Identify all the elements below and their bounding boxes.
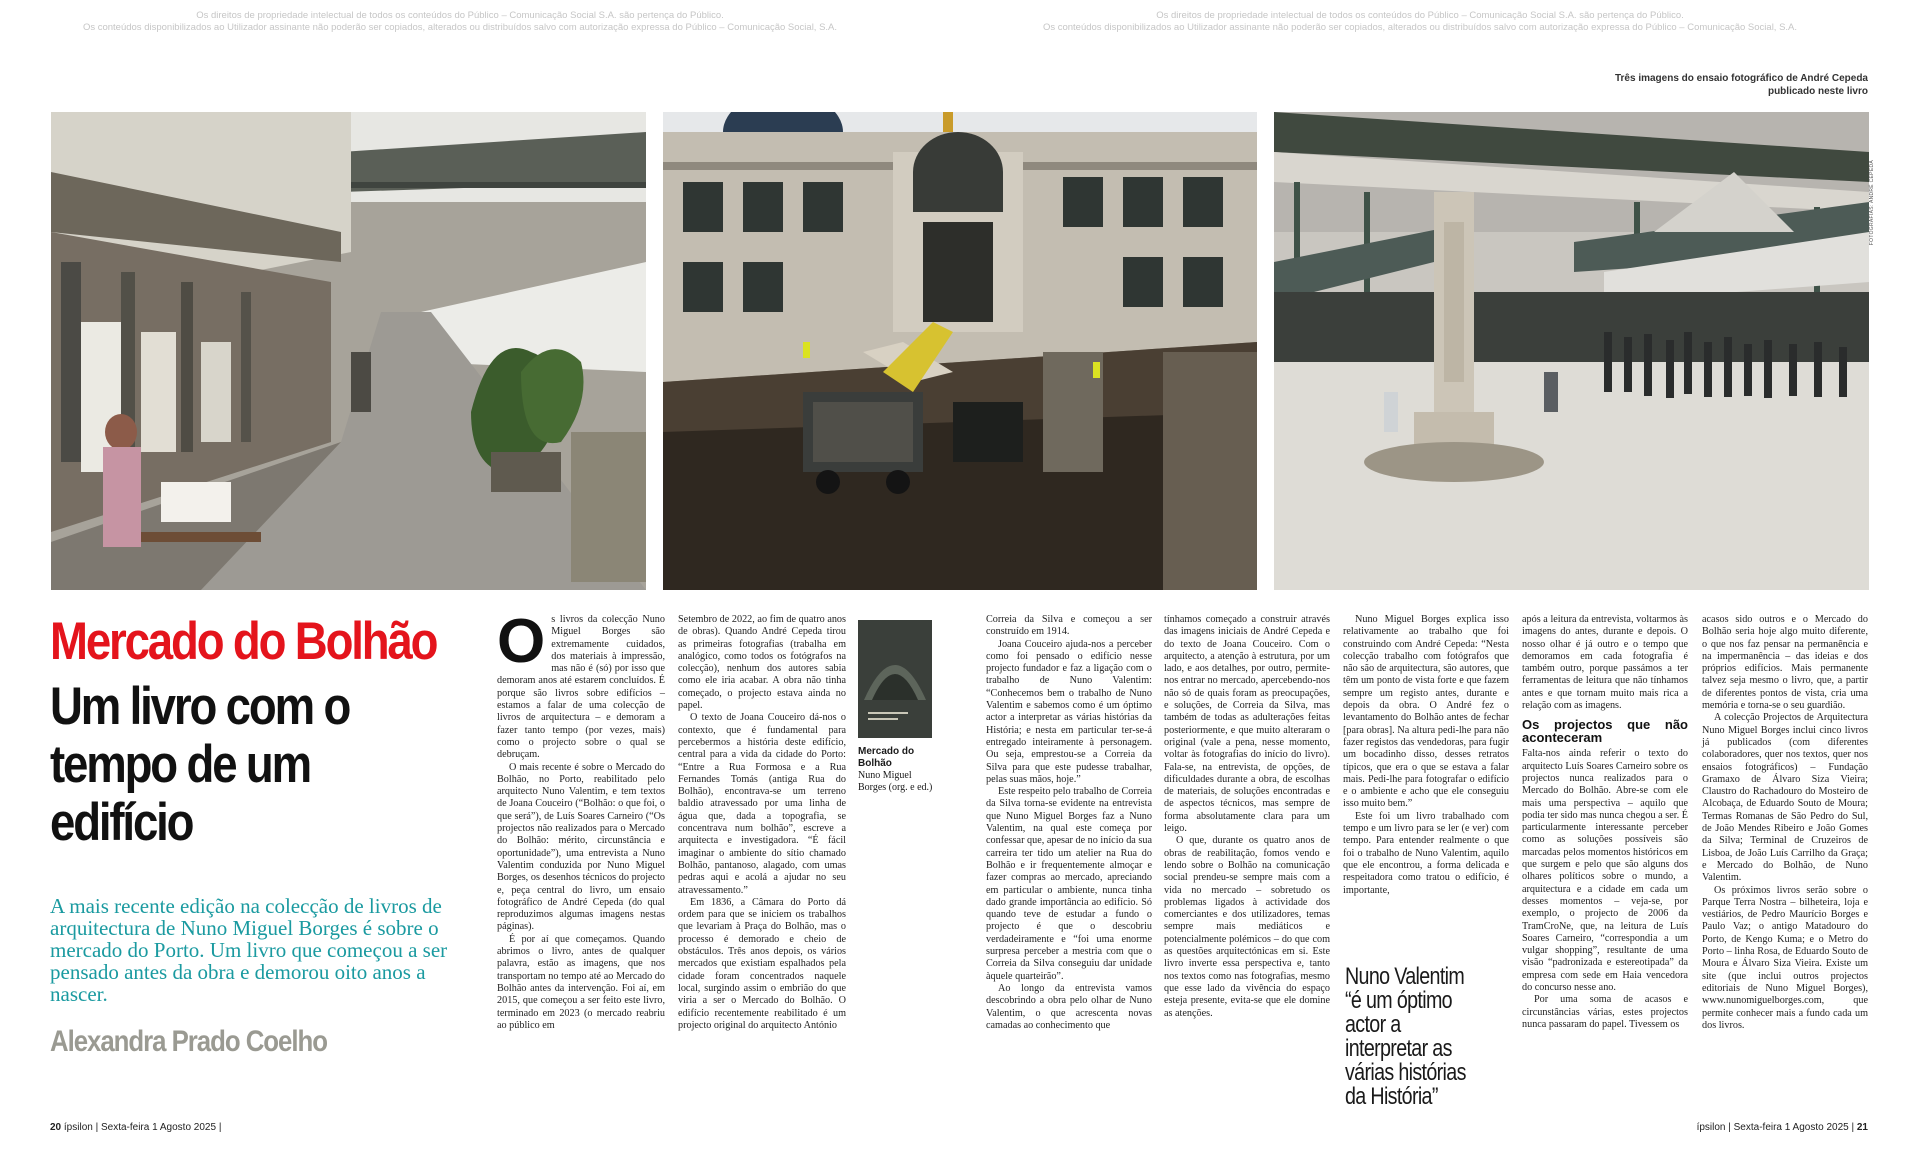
paragraph: Este foi um livro trabalhado com tempo e um livro para se ler (e ver) com tempo. Para entender realmente o que foi o trabalho de Nuno Valentim, aquilo que ele encontrou, a forma delicada e respeitadora como tratou o edifício, é importante, (1343, 810, 1509, 896)
paragraph: tínhamos começado a construir através das imagens iniciais de André Cepeda e do texto de Joana Couceiro. Com o arquitecto, a atenção à estrutura, por um lado, e aos detalhes, por outro, permite-nos entrar no mercado, apercebendo-nos não só de quais foram as preocupações, e soluções, de Correia da Silva, mas também de todas as adulterações feitas posteriormente, e que muito alteraram o original (vale a pena, nesse momento, voltar às fotografias do início do livro). Fala-se, na entrevista, de opções, de dificuldades durante a obra, de escolhas de materiais, de soluções encontradas e de aspectos técnicos, mas sempre de forma absolutamente clara para um leigo. (1164, 614, 1330, 835)
photo-renovated-market (1274, 112, 1869, 590)
paragraph: após a leitura da entrevista, voltarmos às imagens do antes, durante e depois. O nosso olhar é já outro e o tempo que demoramos em cada fotografia é também outro, porque passámos a ter ferramentas de leitura que não tínhamos antes e que tornam muito mais rica a relação com as imagens. (1522, 614, 1688, 712)
copyright-line-2: Os conteúdos disponibilizados ao Utilizador assinante não poderão ser copiados, alterados ou distribuídos salvo com autorização expressa do Público – Comunicação Social, S.A. (1042, 22, 1798, 33)
book-title: Mercado do Bolhão (858, 746, 915, 769)
paragraph: Os próximos livros serão sobre o Parque Terra Nostra – bilheteira, loja e vestiários, de Pedro Maurício Borges e Paulo Vaz; o antigo Matadouro do Porto, de Kengo Kuma; e o Metro do Porto – linha Rosa, de Eduardo Souto de Moura e Álvaro Siza Vieira. Existe um site (que inclui outros projectos editoriais de Nuno Miguel Borges), www.nunomiguelborges.com, que permite conhecer mais a fundo cada um dos livros. (1702, 884, 1868, 1031)
photo-caption-line-1: Três imagens do ensaio fotográfico de André Cepeda (1614, 73, 1868, 84)
photo-construction-site (663, 112, 1257, 590)
copyright-line-1: Os direitos de propriedade intelectual de todos os conteúdos do Público – Comunicação Social S.A. são pertença do Público. (196, 10, 724, 21)
copyright-line-1: Os direitos de propriedade intelectual de todos os conteúdos do Público – Comunicação Social S.A. são pertença do Público. (1156, 10, 1684, 21)
headline-topic: Mercado do Bolhão (50, 612, 437, 671)
photo-credit: FOTOGRAFIAS: ANDRÉ CEPEDA (1869, 160, 1875, 246)
paragraph: Correia da Silva e começou a ser construído em 1914. (986, 614, 1152, 638)
page-number-right: 21 (1856, 1122, 1868, 1133)
paragraph: Ao longo da entrevista vamos descobrindo a obra pelo olhar de Nuno Valentim, o que acrescenta novas camadas ao conhecimento que (986, 982, 1152, 1031)
section-subhead: Os projectos que não aconteceram (1522, 717, 1688, 746)
photo-caption-line-2: publicado neste livro (1767, 86, 1868, 97)
paragraph: O texto de Joana Couceiro dá-nos o contexto, que é fundamental para percebermos a história deste edifício, central para a vida da cidade do Porto: “Entre a Rua Formosa e a Rua Fernandes Tomás (antiga Rua do Bolhão), encontrava-se um terreno baldio atravessado por uma linha de água que, dada a topografia, se concentrava num bolhão”, escreve a arquitecta e investigadora. “É fácil imaginar o ambiente do sítio chamado Bolhão, pantanoso, alagado, com umas pedras aqui e acolá a ajudar no seu atravessamento.” (678, 712, 846, 896)
footer-right (1697, 1122, 1868, 1133)
copyright-notice-left (60, 10, 860, 34)
book-credit: Nuno Miguel Borges (org. e ed.) (858, 770, 933, 793)
article-column-6 (1522, 614, 1688, 1031)
article-column-4 (1164, 614, 1330, 1020)
headline-title: Um livro com o tempo de um edifício (50, 677, 350, 852)
article-column-1 (497, 607, 665, 1032)
paragraph: acasos sido outros e o Mercado do Bolhão seria hoje algo muito diferente, o que nos faz pensar na permanência e na impermanência – das ideias e dos próprios edifícios. Mais permanente talvez seja mesmo o livro, que, a partir de diferentes pontos de vista, cria uma memória e torna-se o seu guardião. (1702, 614, 1868, 712)
article-column-5 (1343, 614, 1509, 897)
paragraph: Este respeito pelo trabalho de Correia da Silva torna-se evidente na entrevista que Nuno Miguel Borges faz a Nuno Valentim, na qual este começa por confessar que, apesar de no início da sua carreira ter tido um atelier na Rua do Bolhão e ir frequentemente almoçar e fazer compras ao mercado, apreciando em particular o ambiente, nunca tinha dado grande importância ao edifício. Só quando teve de estudar a fundo o projecto é que o descobriu verdadeiramente e “foi uma enorme surpresa perceber a mestria com que o Correia da Silva conseguiu dar unidade àquele quarteirão”. (986, 786, 1152, 982)
copyright-line-2: Os conteúdos disponibilizados ao Utilizador assinante não poderão ser copiados, alterados ou distribuídos salvo com autorização expressa do Público – Comunicação Social, S.A. (82, 22, 838, 33)
paragraph: Joana Couceiro ajuda-nos a perceber como foi pensado o edifício nesse projecto fundador e faz a ligação com o trabalho de Nuno Valentim: “Conhecemos bem o trabalho de Nuno Valentim e sabemos como é um óptimo actor a interpretar as várias histórias da História; e nesta em particular ter-se-á entregado inteiramente à personagem. Ou seja, emprestou-se a Correia da Silva para que este pudesse trabalhar, pelas suas mãos, hoje.” (986, 638, 1152, 785)
copyright-notice-right (1020, 10, 1820, 34)
book-caption (858, 746, 938, 794)
book-cover-image (858, 620, 932, 738)
paragraph: s livros da colecção Nuno Miguel Borges são extremamente cuidados, dos materiais à impressão, mas não é (só) por isso que demoram anos até estarem concluídos. É porque são livros sobre edifícios – estamos a falar de uma colecção de livros de arquitectura – e demoram a fazer tanto tempo (por vezes, mais) como o projecto sobre o qual se debruçam. (497, 614, 665, 761)
drop-cap: O (497, 607, 546, 676)
paragraph: É por aí que começamos. Quando abrimos o livro, antes de qualquer palavra, estão as imagens, que nos transportam no tempo até ao Mercado do Bolhão antes da intervenção. Foi aí, em 2015, que começou a ser feito este livro, terminado em 2023 (o mercado reabriu ao público em (497, 933, 665, 1031)
paragraph: O mais recente é sobre o Mercado do Bolhão, no Porto, reabilitado pelo arquitecto Nuno Valentim, e tem textos de Joana Couceiro (“Bolhão: o que foi, o que será”), de Luís Soares Carneiro (“Os projectos não realizados para o Mercado do Bolhão: mérito, circunstância e oportunidade”), uma entrevista a Nuno Valentim conduzida por Nuno Miguel Borges, os desenhos técnicos do projecto e, peça central do livro, um ensaio fotográfico de André Cepeda (do qual reproduzimos algumas imagens nestas páginas). (497, 761, 665, 933)
paragraph: A colecção Projectos de Arquitectura Nuno Miguel Borges inclui cinco livros já publicados (com diferentes colaboradores, quer nos textos, quer nos ensaios fotográficos) – Fundação Gramaxo de Álvaro Siza Vieira; Claustro do Rachadouro do Mosteiro de Alcobaça, de Eduardo Souto de Moura; Termas Romanas de São Pedro do Sul, de João Mendes Ribeiro e João Gomes da Silva; Terminal de Cruzeiros de Lisboa, de João Luís Carrilho da Graça; e Mercado do Bolhão, de Nuno Valentim. (1702, 712, 1868, 884)
lede: A mais recente edição na colecção de livros de arquitectura de Nuno Miguel Borges é sobre o mercado do Porto. Um livro que começou a ser pensado antes da obra e demorou oito anos a nascer. (50, 894, 448, 1006)
photo-market-aisle (51, 112, 646, 590)
footer-text-left: ípsilon | Sexta-feira 1 Agosto 2025 | (63, 1122, 222, 1133)
footer-text-right: ípsilon | Sexta-feira 1 Agosto 2025 | (1696, 1122, 1855, 1133)
paragraph: Falta-nos ainda referir o texto do arquitecto Luís Soares Carneiro sobre os projectos nunca realizados para o Mercado do Bolhão. Abre-se com ele mais uma perspectiva – aquilo que podia ter sido mas nunca chegou a ser. É particularmente interessante perceber como as soluções possíveis são marcadas pelos momentos históricos em que surgem e pelo que são alguns dos olhares políticos sobre o mundo, a arquitectura e a cidade em cada um desses momentos – veja-se, por exemplo, o projecto de 2006 da TramCroNe, que, na leitura de Luís Soares Carneiro, “correspondia a um vulgar shopping”, resultante de uma visão “padronizada e estereotipada” da empresa com sede em Haia vencedora do concurso nesse ano. (1522, 748, 1688, 994)
paragraph: O que, durante os quatro anos de obras de reabilitação, fomos vendo e lendo sobre o Bolhão na comunicação social prendeu-se sempre mais com a vida no mercado – sobretudo os problemas ligados à actividade dos comerciantes e dos utilizadores, temas sempre mais mediáticos e potencialmente polémicos – do que com as questões arquitectónicas em si. Este livro inverte essa perspectiva e, tanto nos textos como nas fotografias, mesmo que esse lado da vivência do espaço esteja presente, evita-se que ele domine as atenções. (1164, 835, 1330, 1019)
article-column-3 (986, 614, 1152, 1032)
footer-left (50, 1122, 221, 1133)
paragraph: Setembro de 2022, ao fim de quatro anos de obras). Quando André Cepeda tirou as primeiras fotografias (trabalha em analógico, como todos os fotógrafos na colecção), nenhum dos autores sabia como ele iria acabar. A obra não tinha começado, o projecto estava ainda no papel. (678, 614, 846, 712)
paragraph: Nuno Miguel Borges explica isso relativamente ao trabalho que foi construindo com André Cepeda: “Nesta colecção trabalho com fotógrafos que não são de arquitectura, são autores, que têm um ponto de vista forte e que fazem sempre um registo antes, durante e depois da obra. O André fez o levantamento do Bolhão antes de fechar [para obras]. Na altura pedi-lhe para não fazer registos das vendedoras, para fugir um bocadinho disso, desses retratos típicos, que era o que se estava a falar mais. Pedi-lhe para fotografar o edifício e o ambiente e acho que ele conseguiu isso muito bem.” (1343, 614, 1509, 810)
paragraph: Por uma soma de acasos e circunstâncias várias, estes projectos nunca passaram do papel. Tivessem os (1522, 994, 1688, 1030)
photo-caption (1615, 72, 1868, 98)
author-byline: Alexandra Prado Coelho (50, 1025, 327, 1058)
pull-quote: Nuno Valentim “é um óptimo actor a interpretar as várias histórias da História” (1345, 963, 1466, 1110)
article-column-7 (1702, 614, 1868, 1032)
page-number-left: 20 (50, 1122, 62, 1133)
article-column-2 (678, 614, 846, 1032)
paragraph: Em 1836, a Câmara do Porto dá ordem para que se iniciem os trabalhos que levariam à Praça do Bolhão, mas o processo é demorado e cheio de obstáculos. Três anos depois, os vários mercados que existiam espalhados pela cidade foram concentrados naquele local, surgindo assim o embrião do que viria a ser o Mercado do Bolhão. O edifício recentemente reabilitado é um projecto original do arquitecto António (678, 896, 846, 1031)
